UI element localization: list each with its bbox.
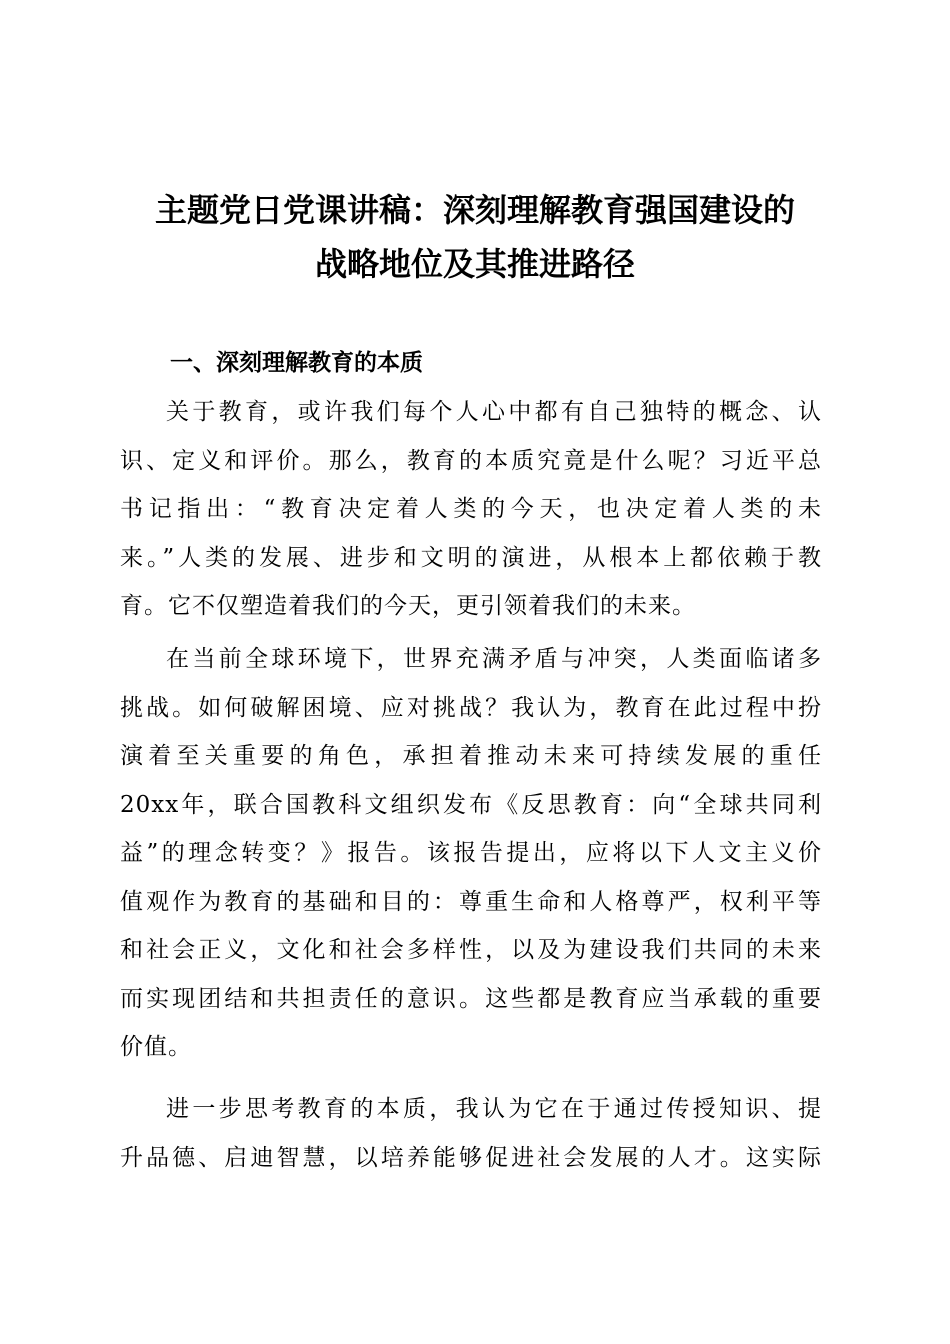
paragraph-line: 价值。 bbox=[120, 1034, 192, 1060]
paragraph-line: 关于教育，或许我们每个人心中都有自己独特的概念、认 bbox=[166, 399, 822, 425]
document-title bbox=[100, 183, 850, 291]
title-line: 战略地位及其推进路径 bbox=[314, 245, 635, 283]
paragraph-line: 而实现团结和共担责任的意识。这些都是教育应当承载的重要 bbox=[120, 985, 822, 1012]
paragraph-line: 益”的理念转变？》报告。该报告提出，应将以下人文主义价 bbox=[120, 840, 822, 866]
paragraph-1 bbox=[120, 388, 822, 631]
paragraph-line: 和社会正义，文化和社会多样性，以及为建设我们共同的未来 bbox=[120, 937, 822, 963]
paragraph-line: 在当前全球环境下，世界充满矛盾与冲突，人类面临诸多 bbox=[166, 646, 822, 672]
paragraph-line: 挑战。如何破解困境、应对挑战？我认为，教育在此过程中扮 bbox=[120, 694, 822, 721]
section-heading: 一、深刻理解教育的本质 bbox=[170, 350, 423, 376]
paragraph-line: 识、定义和评价。那么，教育的本质究竟是什么呢？习近平总 bbox=[120, 447, 822, 474]
paragraph-2 bbox=[120, 635, 822, 1072]
paragraph-line: 20xx年，联合国教科文组织发布《反思教育：向“全球共同利 bbox=[120, 791, 822, 818]
paragraph-line: 来。”人类的发展、进步和文明的演进，从根本上都依赖于教 bbox=[120, 544, 822, 571]
paragraph-line: 育。它不仅塑造着我们的今天，更引领着我们的未来。 bbox=[120, 593, 696, 619]
paragraph-3 bbox=[120, 1085, 822, 1182]
paragraph-line: 书记指出：“教育决定着人类的今天，也决定着人类的未 bbox=[120, 496, 822, 522]
paragraph-line: 值观作为教育的基础和目的：尊重生命和人格尊严，权利平等 bbox=[120, 888, 822, 915]
paragraph-line: 升品德、启迪智慧，以培养能够促进社会发展的人才。这实际 bbox=[120, 1144, 822, 1171]
paragraph-line: 进一步思考教育的本质，我认为它在于通过传授知识、提 bbox=[166, 1096, 822, 1122]
title-line: 主题党日党课讲稿：深刻理解教育强国建设的 bbox=[154, 191, 795, 229]
paragraph-line: 演着至关重要的角色，承担着推动未来可持续发展的重任 bbox=[120, 743, 822, 769]
